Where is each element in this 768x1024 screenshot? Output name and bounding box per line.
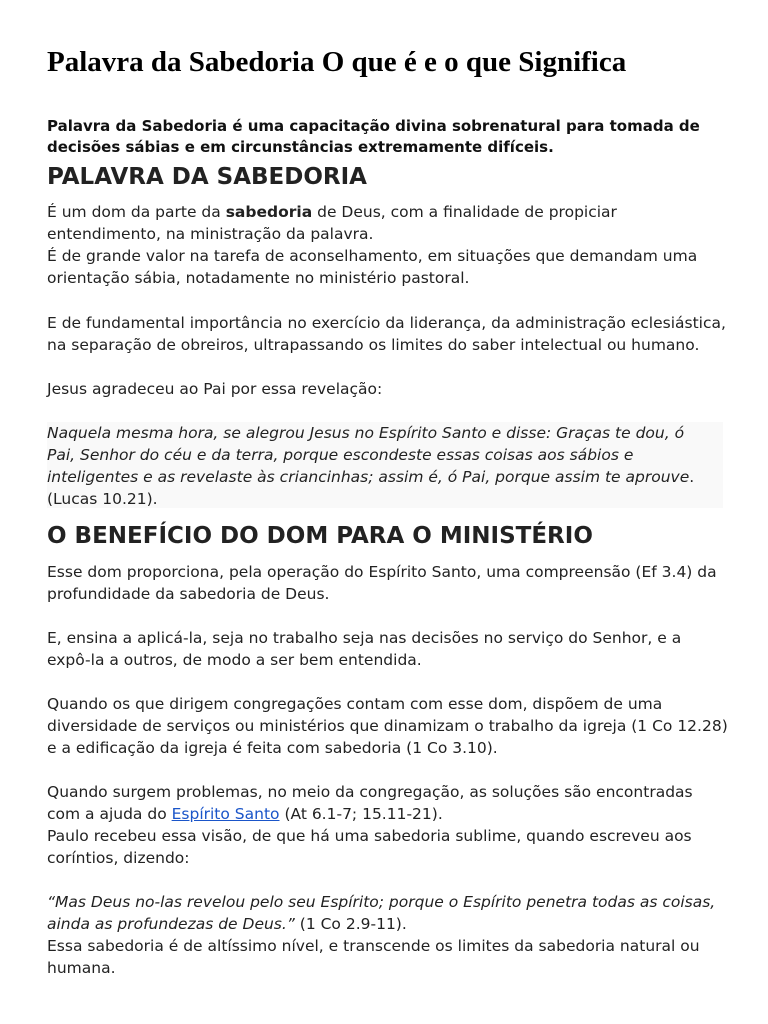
lead-summary: Palavra da Sabedoria é uma capacitação divina sobrenatural para tomada de decisões sábias e em circunstâncias extremamente difíceis. — [47, 117, 700, 156]
paragraph-corintios-quote — [47, 891, 729, 979]
paragraph-aconselhamento: É de grande valor na tarefa de aconselhamento, em situações que demandam uma orientação sábia, notadamente no ministério pastoral. — [47, 247, 698, 287]
paragraph-problemas — [47, 781, 729, 869]
paragraph-text: com a ajuda do — [47, 805, 172, 823]
blockquote-lucas — [47, 422, 717, 510]
section-heading-palavra: PALAVRA DA SABEDORIA — [47, 164, 367, 190]
paragraph-text: (At 6.1-7; 15.11-21). — [279, 805, 443, 823]
page-title: Palavra da Sabedoria O que é e o que Significa — [47, 46, 627, 78]
quote-text: “Mas Deus no-las revelou pelo seu Espírito; porque o Espírito penetra todas as coisas, ainda as profundezas de Deus.” — [47, 893, 716, 933]
quote-period: . — [689, 468, 695, 486]
paragraph-congregacoes: Quando os que dirigem congregações contam com esse dom, dispõem de uma diversidade de serviços ou ministérios que dinamizam o trabalho da igreja (1 Co 12.28) e a edificação da igreja é feita com sabedoria (1 Co 3.10). — [47, 695, 728, 757]
quote-text: Naquela mesma hora, se alegrou Jesus no Espírito Santo e disse: Graças te dou, ó Pai, Senhor do céu e da terra, porque escondeste essas coisas aos sábios e inteligentes e as revelaste às criancinhas; assim é, ó Pai, porque assim te aprouve — [47, 424, 690, 486]
paragraph-text: Quando surgem problemas, no meio da congregação, as soluções são encontradas — [47, 783, 693, 801]
bold-term-sabedoria: sabedoria — [225, 203, 313, 221]
quote-reference: (1 Co 2.9-11). — [294, 915, 407, 933]
section-heading-beneficio: O BENEFÍCIO DO DOM PARA O MINISTÉRIO — [47, 523, 593, 549]
paragraph-compreensao: Esse dom proporciona, pela operação do Espírito Santo, uma compreensão (Ef 3.4) da profundidade da sabedoria de Deus. — [47, 563, 717, 603]
quote-reference: (Lucas 10.21). — [47, 490, 158, 508]
paragraph-lideranca: E de fundamental importância no exercício da liderança, da administração eclesiástica, na separação de obreiros, ultrapassando os limites do saber intelectual ou humano. — [47, 314, 726, 354]
paragraph-dom-definicao — [47, 201, 729, 245]
paragraph-text: Essa sabedoria é de altíssimo nível, e transcende os limites da sabedoria natural ou humana. — [47, 937, 700, 977]
paragraph-text: É um dom da parte da — [47, 203, 226, 221]
paragraph-aplicacao: E, ensina a aplicá-la, seja no trabalho seja nas decisões no serviço do Senhor, e a expô-la a outros, de modo a ser bem entendida. — [47, 629, 682, 669]
espirito-santo-link[interactable]: Espírito Santo — [171, 805, 280, 823]
paragraph-text: de Deus, com a finalidade de propiciar entendimento, na ministração da palavra. — [47, 203, 617, 243]
paragraph-text: Paulo recebeu essa visão, de que há uma sabedoria sublime, quando escreveu aos coríntios, dizendo: — [47, 827, 692, 867]
paragraph-jesus-agradeceu: Jesus agradeceu ao Pai por essa revelação: — [47, 380, 383, 398]
